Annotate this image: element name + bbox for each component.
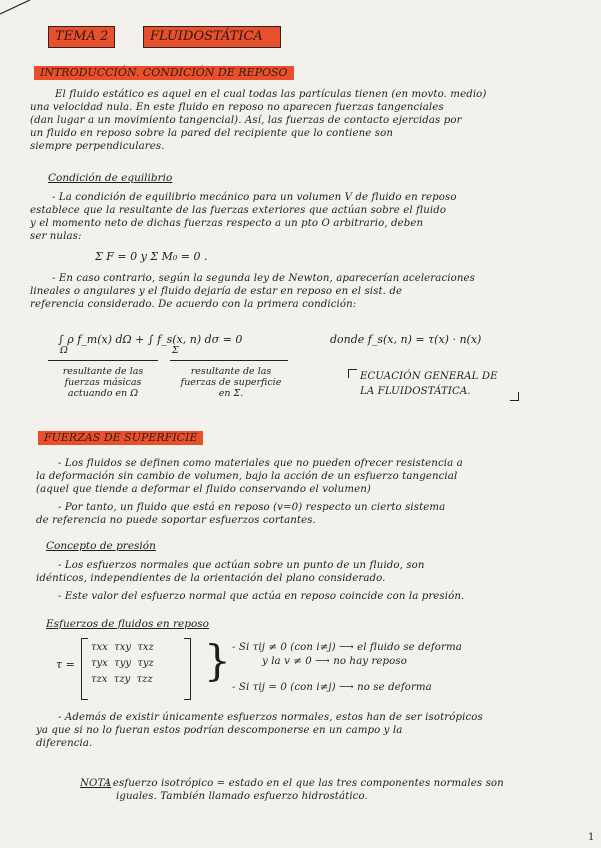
isotropy-line: ya que si no lo fueran estos podrían descomponerse en un campo y la: [36, 725, 403, 736]
stress-matrix-row: τyx τyy τyz: [91, 658, 154, 669]
matrix-left-bracket: [81, 638, 88, 700]
tema-label: TEMA 2: [48, 26, 115, 48]
section-intro-heading: INTRODUCCIÓN. CONDICIÓN DE REPOSO: [34, 66, 294, 80]
equilibrium-line: establece que la resultante de las fuerzas exteriores que actúan sobre el fluido: [30, 205, 447, 216]
intro-line: siempre perpendiculares.: [30, 141, 165, 152]
integral-domain-omega: Ω: [60, 345, 68, 356]
mass-force-underbrace: [48, 360, 158, 361]
stress-case: - Si τij ≠ 0 (con i≠j) ⟶ el fluido se deforma: [232, 642, 462, 653]
intro-line: (dan lugar a un movimiento tangencial). Así, las fuerzas de contacto ejercidas por: [30, 115, 462, 126]
stress-case: y la v ≠ 0 ⟶ no hay reposo: [262, 656, 407, 667]
pressure-line: - Los esfuerzos normales que actúan sobre un punto de un fluido, son: [58, 560, 425, 571]
stress-case: - Si τij = 0 (con i≠j) ⟶ no se deforma: [232, 682, 432, 693]
matrix-right-bracket: [184, 638, 191, 700]
surface-forces-line: - Por tanto, un fluido que está en reposo (v=0) respecto un cierto sistema: [58, 502, 446, 513]
general-equation: ∫ ρ f_m(x) dΩ + ∫ f_s(x, n) dσ = 0: [58, 333, 243, 346]
page-number: 1: [588, 832, 595, 843]
stresses-heading: Esfuerzos de fluidos en reposo: [46, 618, 209, 630]
cases-brace: }: [204, 636, 231, 685]
newton-line: referencia considerado. De acuerdo con la primera condición:: [30, 299, 357, 310]
equilibrium-line: y el momento neto de dichas fuerzas respecto a un pto O arbitrario, deben: [30, 218, 424, 229]
intro-line: una velocidad nula. En este fluido en reposo no aparecen fuerzas tangenciales: [30, 102, 444, 113]
newton-line: lineales o angulares y el fluido dejaría de estar en reposo en el sist. de: [30, 286, 403, 297]
equilibrium-line: - La condición de equilibrio mecánico para un volumen V de fluido en reposo: [52, 192, 457, 203]
equilibrium-line: ser nulas:: [30, 231, 82, 242]
mass-force-note-line: resultante de las: [62, 366, 144, 377]
section-surface-forces-heading: FUERZAS DE SUPERFICIE: [38, 431, 203, 445]
page-title: FLUIDOSTÁTICA: [143, 26, 281, 48]
equilibrium-equation: Σ F = 0 y Σ M₀ = 0 .: [95, 250, 208, 263]
intro-line: un fluido en reposo sobre la pared del recipiente que lo contiene son: [30, 128, 393, 139]
pressure-heading: Concepto de presión: [46, 540, 156, 552]
stress-tensor-symbol: τ =: [56, 658, 75, 671]
surface-force-underbrace: [170, 360, 288, 361]
surface-forces-line: (aquel que tiende a deformar el fluido conservando el volumen): [36, 484, 371, 495]
note-line: : esfuerzo isotrópico = estado en el que las tres componentes normales son: [106, 778, 504, 789]
general-equation-label: LA FLUIDOSTÁTICA.: [360, 386, 471, 397]
surface-forces-line: de referencia no puede soportar esfuerzos cortantes.: [36, 515, 316, 526]
mass-force-note-line: fuerzas másicas: [64, 377, 142, 388]
isotropy-line: - Además de existir únicamente esfuerzos normales, estos han de ser isotrópicos: [58, 712, 483, 723]
pressure-line: - Este valor del esfuerzo normal que actúa en reposo coincide con la presión.: [58, 591, 465, 602]
intro-line: El fluido estático es aquel en el cual todas las partículas tienen (en movto. medio): [55, 89, 487, 100]
general-equation-label: ECUACIÓN GENERAL DE: [360, 371, 498, 382]
mass-force-note-line: actuando en Ω: [67, 388, 139, 399]
note-line: iguales. También llamado esfuerzo hidrostático.: [116, 791, 368, 802]
surface-force-note-line: fuerzas de superficie: [180, 377, 282, 388]
isotropy-line: diferencia.: [36, 738, 93, 749]
stress-matrix-row: τzx τzy τzz: [91, 674, 153, 685]
corner-pen-mark: [0, 0, 40, 20]
equilibrium-heading: Condición de equilibrio: [48, 172, 173, 184]
stress-matrix-row: τxx τxy τxz: [91, 642, 154, 653]
box-corner-bottom-right: [510, 392, 519, 401]
newton-line: - En caso contrario, según la segunda ley de Newton, aparecerían aceleraciones: [52, 273, 475, 284]
pressure-line: idénticos, independientes de la orientación del plano considerado.: [36, 573, 386, 584]
surface-force-note-line: resultante de las: [190, 366, 272, 377]
note-label: NOTA: [80, 778, 112, 789]
surface-forces-line: la deformación sin cambio de volumen, bajo la acción de un esfuerzo tangencial: [36, 471, 458, 482]
surface-force-note-line: en Σ.: [218, 388, 244, 399]
surface-forces-line: - Los fluidos se definen como materiales que no pueden ofrecer resistencia a: [58, 458, 463, 469]
box-corner-top-left: [348, 369, 357, 378]
integral-domain-sigma: Σ: [172, 345, 179, 356]
surface-force-definition: donde f_s(x, n) = τ(x) · n(x): [330, 333, 482, 346]
